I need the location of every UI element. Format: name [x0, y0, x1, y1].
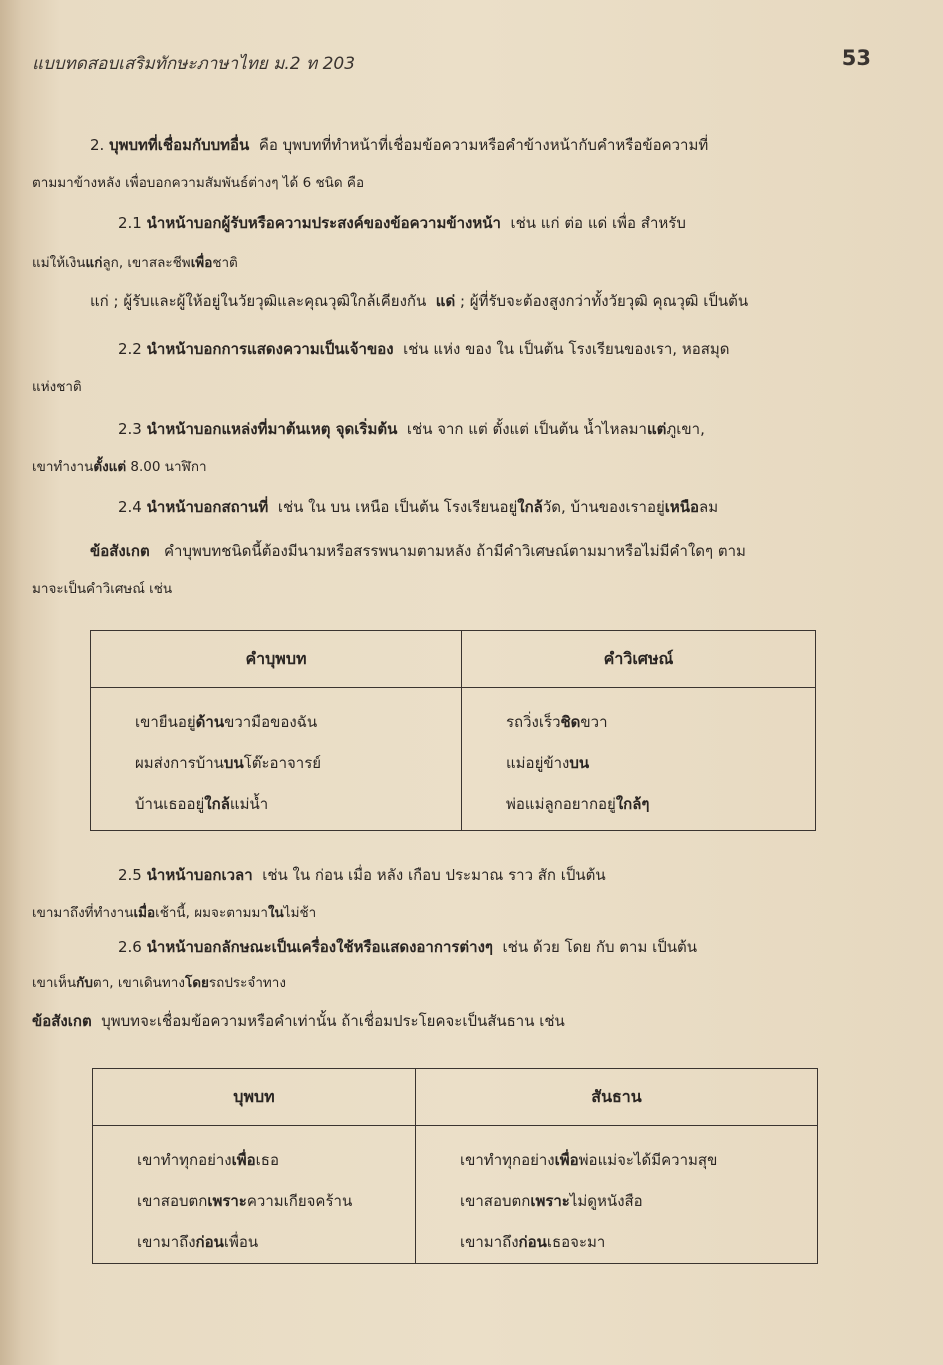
cell-bold: ชิด: [560, 713, 581, 731]
cell-text: เขามาถึง: [460, 1233, 519, 1251]
item-text: ลม: [699, 498, 719, 516]
table-cell-adverbs: [462, 688, 816, 831]
table-header-cell: บุพบท: [93, 1069, 416, 1126]
section-2-line-1: [90, 134, 708, 156]
item-number: 2.2: [118, 340, 142, 358]
cell-text: ขวามือของฉัน: [224, 713, 318, 731]
cell-bold: เพราะ: [207, 1192, 247, 1210]
preposition-adverb-table: [90, 630, 816, 831]
item-2-3-example: [32, 456, 207, 478]
item-2-6: [118, 936, 697, 958]
cell-text: พ่อแม่ลูกอยากอยู่: [506, 795, 616, 813]
table-header-cell: คำบุพบท: [91, 631, 462, 688]
example-text: 8.00 นาฬิกา: [126, 459, 207, 475]
page-number: 53: [841, 46, 871, 70]
item-text: เช่น จาก แต่ ตั้งแต่ เป็นต้น น้ำไหลมา: [406, 420, 647, 438]
table-header-row: [91, 631, 816, 688]
note-text: คำบุพบทชนิดนี้ต้องมีนามหรือสรรพนามตามหลัง ถ้ามีคำวิเศษณ์ตามมาหรือไม่มีคำใดๆ ตาม: [164, 542, 746, 560]
note-label: ข้อสังเกต: [90, 542, 150, 560]
cell-bold: บน: [223, 754, 244, 772]
item-number: 2.3: [118, 420, 142, 438]
item-text: เช่น ใน บน เหนือ เป็นต้น โรงเรียนอยู่: [277, 498, 518, 516]
cell-text: เขายืนอยู่: [135, 713, 196, 731]
list-item: [460, 1222, 817, 1263]
cell-bold: ก่อน: [195, 1233, 224, 1251]
list-item: [135, 702, 461, 743]
table-row: [93, 1126, 818, 1264]
example-text: ตา, เขาเดินทาง: [92, 975, 185, 991]
item-2-5: [118, 864, 606, 886]
example-text: ชาติ: [212, 255, 238, 271]
cell-bold: ก่อน: [518, 1233, 547, 1251]
item-2-1-example: [32, 252, 238, 274]
cell-bold: บน: [569, 754, 590, 772]
note-2: [32, 1010, 565, 1032]
cell-bold: ใกล้: [204, 795, 230, 813]
cell-text: เขาสอบตก: [137, 1192, 208, 1210]
example-bold: โดย: [184, 975, 209, 991]
cell-bold: เพื่อ: [554, 1151, 579, 1169]
list-item: [460, 1140, 817, 1181]
example-bold: ใน: [267, 905, 284, 921]
example-text: เขามาถึงที่ทำงาน: [32, 905, 134, 921]
item-2-1-note: [90, 290, 748, 312]
item-bold: แต่: [646, 420, 667, 438]
list-item: [137, 1222, 415, 1263]
cell-bold: เพื่อ: [231, 1151, 256, 1169]
example-bold: เมื่อ: [133, 905, 156, 921]
cell-text: ไม่ดูหนังสือ: [569, 1192, 643, 1210]
example-text: เขาเห็น: [32, 975, 77, 991]
cell-bold: ใกล้ๆ: [615, 795, 650, 813]
list-item: [137, 1181, 415, 1222]
item-heading: นำหน้าบอกเวลา: [146, 866, 253, 884]
item-heading: นำหน้าบอกสถานที่: [146, 498, 269, 516]
item-text: วัด, บ้านของเราอยู่: [542, 498, 665, 516]
item-2-4: [118, 496, 718, 518]
example-bold: เพื่อ: [190, 255, 213, 271]
item-text: เช่น แห่ง ของ ใน เป็นต้น โรงเรียนของเรา, หอสมุด: [403, 340, 730, 358]
item-text: เช่น แก่ ต่อ แด่ เพื่อ สำหรับ: [510, 214, 686, 232]
note-bold: แด่: [435, 292, 456, 310]
running-header: แบบทดสอบเสริมทักษะภาษาไทย ม.2 ท 203: [32, 54, 356, 74]
cell-text: เขามาถึง: [137, 1233, 196, 1251]
cell-text: ผมส่งการบ้าน: [135, 754, 224, 772]
note-text: ; ผู้ที่รับจะต้องสูงกว่าทั้งวัยวุฒิ คุณวุฒิ เป็นต้น: [455, 292, 749, 310]
example-text: แม่ให้เงิน: [32, 255, 86, 271]
cell-text: โต๊ะอาจารย์: [243, 754, 322, 772]
item-text: เช่น ใน ก่อน เมื่อ หลัง เกือบ ประมาณ ราว สัก เป็นต้น: [262, 866, 606, 884]
section-heading: บุพบทที่เชื่อมกับบทอื่น: [109, 136, 250, 154]
list-item: [135, 743, 461, 784]
cell-bold: เพราะ: [530, 1192, 570, 1210]
item-heading: นำหน้าบอกแหล่งที่มาต้นเหตุ จุดเริ่มต้น: [146, 420, 398, 438]
item-heading: นำหน้าบอกการแสดงความเป็นเจ้าของ: [146, 340, 394, 358]
example-text: รถประจำทาง: [208, 975, 286, 991]
example-text: ลูก, เขาสละชีพ: [102, 255, 191, 271]
item-number: 2.1: [118, 214, 142, 232]
cell-text: ความเกียจคร้าน: [246, 1192, 353, 1210]
item-number: 2.6: [118, 938, 142, 956]
list-item: [460, 1181, 817, 1222]
cell-text: พ่อแม่จะได้มีความสุข: [578, 1151, 718, 1169]
table-cell-prepositions: [91, 688, 462, 831]
cell-text: แม่น้ำ: [229, 795, 269, 813]
section-number: 2.: [90, 136, 105, 154]
item-2-2: [118, 338, 730, 360]
item-heading: นำหน้าบอกผู้รับหรือความประสงค์ของข้อความข้างหน้า: [146, 214, 501, 232]
cell-text: เขาทำทุกอย่าง: [137, 1151, 232, 1169]
cell-text: แม่อยู่ข้าง: [506, 754, 570, 772]
list-item: [506, 784, 815, 825]
item-2-5-example: [32, 902, 316, 924]
note-label: ข้อสังเกต: [32, 1012, 92, 1030]
note-text: บุพบทจะเชื่อมข้อความหรือคำเท่านั้น ถ้าเชื่อมประโยคจะเป็นสันธาน เช่น: [101, 1012, 565, 1030]
cell-text: รถวิ่งเร็ว: [506, 713, 561, 731]
table-cell-conjunctions: [416, 1126, 818, 1264]
table-header-row: [93, 1069, 818, 1126]
cell-bold: ด้าน: [195, 713, 225, 731]
section-text: คือ บุพบทที่ทำหน้าที่เชื่อมข้อความหรือคำข้างหน้ากับคำหรือข้อความที่: [258, 136, 709, 154]
note-text: แก่ ; ผู้รับและผู้ให้อยู่ในวัยวุฒิและคุณวุฒิใกล้เคียงกัน: [90, 292, 427, 310]
list-item: [137, 1140, 415, 1181]
table-cell-prepositions: [93, 1126, 416, 1264]
cell-text: เขาทำทุกอย่าง: [460, 1151, 555, 1169]
cell-text: เธอ: [255, 1151, 279, 1169]
item-number: 2.4: [118, 498, 142, 516]
preposition-conjunction-table: [92, 1068, 818, 1264]
example-text: เขาทำงาน: [32, 459, 94, 475]
note-1: [90, 540, 746, 562]
cell-text: เธอจะมา: [546, 1233, 606, 1251]
item-text: ภูเขา,: [666, 420, 705, 438]
table-row: [91, 688, 816, 831]
item-text: เช่น ด้วย โดย กับ ตาม เป็นต้น: [502, 938, 698, 956]
table-header-cell: คำวิเศษณ์: [462, 631, 816, 688]
cell-text: บ้านเธออยู่: [135, 795, 205, 813]
list-item: [135, 784, 461, 825]
item-2-1: [118, 212, 686, 234]
example-bold: ตั้งแต่: [93, 459, 127, 475]
item-number: 2.5: [118, 866, 142, 884]
list-item: [506, 702, 815, 743]
cell-text: เขาสอบตก: [460, 1192, 531, 1210]
note-1-cont: มาจะเป็นคำวิเศษณ์ เช่น: [32, 581, 173, 597]
table-header-cell: สันธาน: [416, 1069, 818, 1126]
cell-text: เพื่อน: [223, 1233, 259, 1251]
item-2-2-cont: แห่งชาติ: [32, 379, 82, 395]
item-heading: นำหน้าบอกลักษณะเป็นเครื่องใช้หรือแสดงอาการต่างๆ: [146, 938, 493, 956]
example-bold: แก่: [85, 255, 103, 271]
section-2-line-2: ตามมาข้างหลัง เพื่อบอกความสัมพันธ์ต่างๆ ได้ 6 ชนิด คือ: [32, 175, 365, 191]
example-bold: กับ: [76, 975, 93, 991]
item-bold: เหนือ: [664, 498, 700, 516]
list-item: [506, 743, 815, 784]
example-text: เช้านี้, ผมจะตามมา: [155, 905, 268, 921]
example-text: ไม่ช้า: [283, 905, 317, 921]
item-2-6-example: [32, 972, 286, 994]
item-bold: ใกล้: [517, 498, 543, 516]
item-2-3: [118, 418, 705, 440]
cell-text: ขวา: [580, 713, 608, 731]
